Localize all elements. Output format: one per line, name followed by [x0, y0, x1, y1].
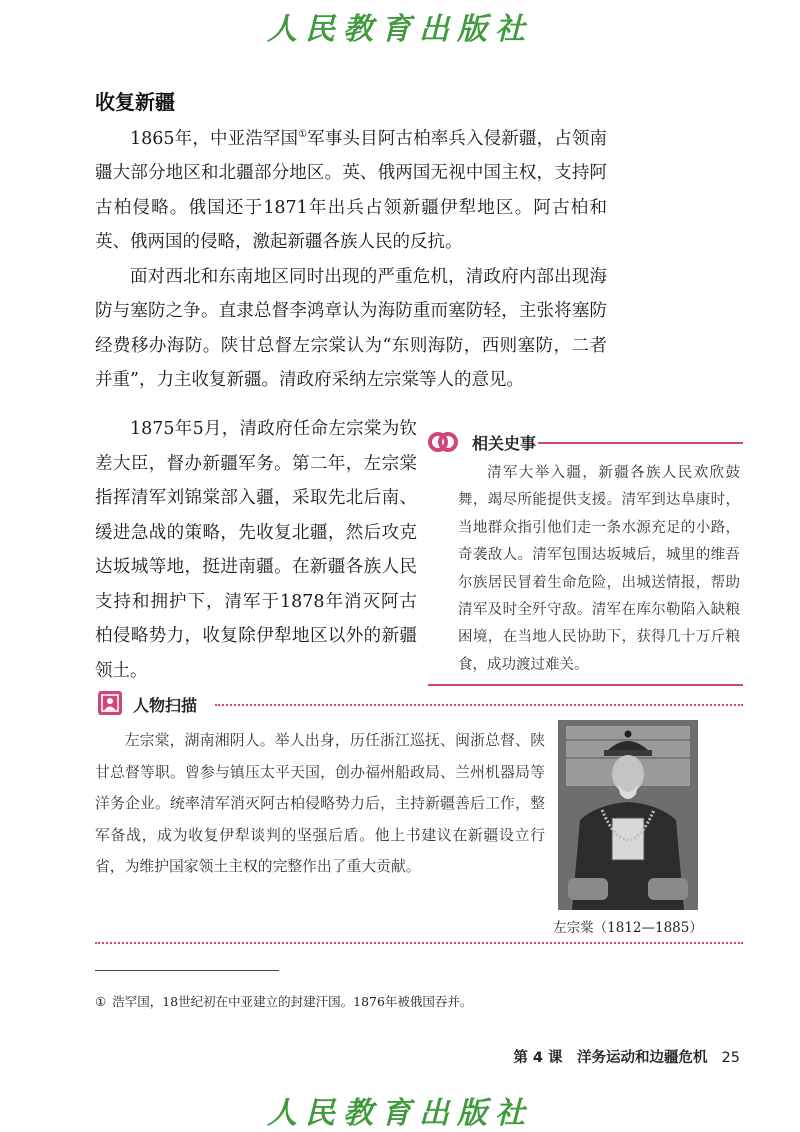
paragraph-1: [95, 118, 607, 260]
related-history-bottom-rule: [428, 684, 743, 686]
footnote-text: 浩罕国，18世纪初在中亚建立的封建汗国。1876年被俄国吞并。: [112, 994, 473, 1009]
profile-dotted-rule: [215, 704, 743, 706]
paragraph-3: 1875年5月，清政府任命左宗棠为钦差大臣，督办新疆军务。第二年，左宗棠指挥清军刘锦棠部入疆，采取先北后南、缓进急战的策略，先收复北疆，然后攻克达坂城等地，挺进南疆。在新疆各族人民支持和拥护下，清军于1878年消灭阿古柏侵略势力，收复除伊犁地区以外的新疆领土。: [95, 419, 417, 681]
publisher-header: 人民教育出版社: [267, 12, 533, 47]
profile-body: 左宗棠，湖南湘阴人。举人出身，历任浙江巡抚、闽浙总督、陕甘总督等职。曾参与镇压太平天国，创办福州船政局、兰州机器局等洋务企业。统率清军消灭阿古柏侵略势力后，主持新疆善后工作，整军备战，成为收复伊犁谈判的坚强后盾。他上书建议在新疆设立行省，为维护国家领土主权的完整作出了重大贡献。: [95, 732, 545, 875]
page-number: 25: [721, 1050, 740, 1066]
lesson-title: 第 4 课 洋务运动和边疆危机: [513, 1050, 708, 1066]
footnote-rule: [95, 970, 279, 971]
related-history-title: 相关史事: [472, 434, 537, 453]
section-title: 收复新疆: [95, 90, 175, 114]
portrait-photo: [558, 720, 698, 910]
profile-title: 人物扫描: [133, 696, 198, 715]
footnote: [95, 992, 472, 1010]
paragraph-1-start: 1865年，中亚浩罕国: [130, 128, 299, 149]
person-icon: [97, 690, 123, 716]
related-history-body: 清军大举入疆，新疆各族人民欢欣鼓舞，竭尽所能提供支援。清军到达阜康时，当地群众指引他们走一条水源充足的小路，奇袭敌人。清军包围达坂城后，城里的维吾尔族居民冒着生命危险，出城送情报，帮助清军及时全歼守敌。清军在库尔勒陷入缺粮困境，在当地人民协助下，获得几十万斤粮食，成功渡过难关。: [458, 465, 740, 673]
related-history-box: [428, 425, 743, 687]
page-footer: [513, 1046, 740, 1067]
related-history-icon: [428, 427, 458, 457]
publisher-footer: 人民教育出版社: [267, 1096, 533, 1131]
main-text: [95, 118, 607, 398]
profile-bottom-dotted-rule: [95, 942, 743, 944]
portrait-caption: 左宗棠（1812—1885）: [553, 920, 703, 936]
footnote-ref[interactable]: ①: [298, 129, 308, 140]
related-history-divider: [538, 442, 743, 444]
left-column-text: [95, 412, 417, 688]
footnote-mark: ①: [95, 994, 107, 1009]
paragraph-1-rest: 军事头目阿古柏率兵入侵新疆，占领南疆大部分地区和北疆部分地区。英、俄两国无视中国主权，支持阿古柏侵略。俄国还于1871年出兵占领新疆伊犁地区。阿古柏和英、俄两国的侵略，激起新疆各族人民的反抗。: [95, 128, 607, 253]
paragraph-2: 面对西北和东南地区同时出现的严重危机，清政府内部出现海防与塞防之争。直隶总督李鸿章认为海防重而塞防轻，主张将塞防经费移办海防。陕甘总督左宗棠认为“东则海防，西则塞防，二者并重”，力主收复新疆。清政府采纳左宗棠等人的意见。: [95, 266, 607, 391]
